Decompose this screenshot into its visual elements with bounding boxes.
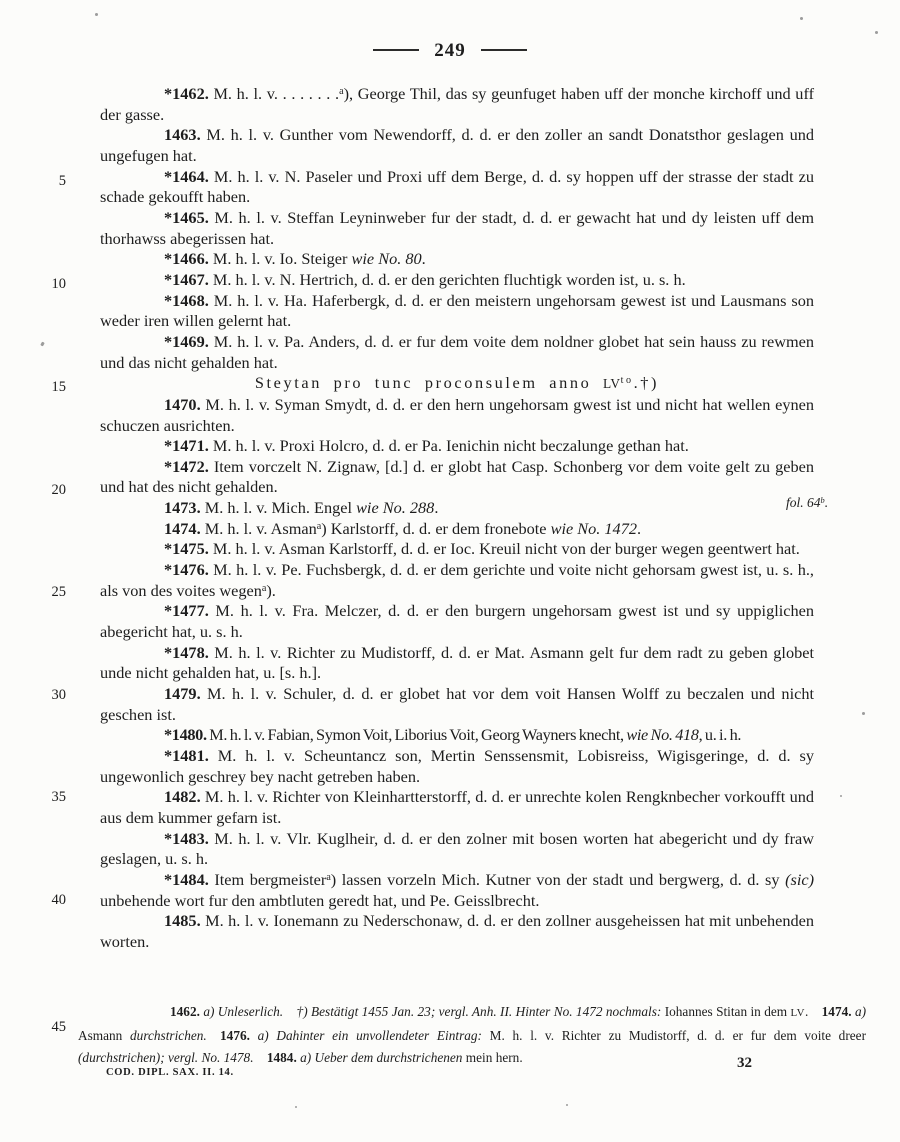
- line-number-30: 30: [51, 687, 66, 703]
- scan-speck: [40, 342, 45, 347]
- text-segment: 1474.: [821, 1004, 852, 1020]
- text-segment: a) Dahinter ein unvollendeter Eintrag:: [257, 1027, 482, 1043]
- entry-steytan: [100, 373, 814, 395]
- text-segment: ), George Thil, das sy geunfuget haben uff der monche kirchoff und uff der gasse.: [100, 84, 814, 124]
- line-number-15: 15: [51, 379, 66, 395]
- text-segment: M. h. l. v. Fra. Melczer, d. d. er den burgern ungehorsam gwest ist und sy uppiglichen abegericht hat, u. s. h.: [100, 601, 814, 642]
- text-segment: LV: [790, 1007, 806, 1020]
- text-segment: *1466.: [164, 249, 209, 269]
- entry-1479: [100, 684, 814, 725]
- text-segment: 1470.: [164, 394, 201, 414]
- text-segment: M. h. l. v. Richter zu Mudistorff, d. d. er Mat. Asmann gelt fur dem radt zu geben globet unde nicht gehalden hat, u. [s. h.].: [100, 642, 814, 683]
- scan-speck: [840, 795, 842, 797]
- text-segment: M. h. l. v. Steffan Leyninweber fur der stadt, d. d. er gewacht hat und dy leisten uff dem thorhawss abegerissen hat.: [100, 207, 814, 248]
- text-segment: M. h. l. v. Vlr. Kuglheir, d. d. er den zolner mit bosen worten hat abegericht und dy fraw geslagen, u. s. h.: [100, 828, 814, 869]
- text-segment: *1462.: [164, 84, 209, 103]
- text-segment: (durchstrichen); vergl. No. 1478.: [78, 1050, 254, 1066]
- text-segment: *1478.: [164, 642, 209, 662]
- text-segment: , u. i. h.: [698, 725, 742, 745]
- text-segment: Asmann: [78, 1027, 131, 1043]
- entry-1462: [100, 84, 814, 125]
- entry-1484: [100, 870, 814, 911]
- text-segment: durchstrichen.: [130, 1027, 207, 1043]
- text-segment: M. h. l. v. Fabian, Symon Voit, Liborius Voit, Georg Wayners knecht,: [206, 725, 627, 745]
- text-segment: 1482.: [164, 787, 201, 807]
- text-segment: M. h. l. v. Ionemann zu Nederschonaw, d. d. er den zollner ausgeheissen hat mit unbehenden worten.: [100, 911, 814, 951]
- entry-1470: [100, 395, 814, 436]
- text-segment: *1480.: [164, 725, 207, 745]
- entry-1476: [100, 560, 814, 601]
- text-segment: wie No. 1472: [550, 518, 637, 538]
- entry-1466: [100, 249, 814, 270]
- header-rule-right: [481, 49, 527, 51]
- text-segment: [254, 1050, 267, 1065]
- entry-1472: [100, 457, 814, 498]
- text-segment: *1477.: [164, 601, 209, 621]
- text-segment: 1484.: [266, 1050, 297, 1066]
- text-segment: a: [316, 520, 322, 532]
- series-signature: COD. DIPL. SAX. II. 14.: [106, 1067, 234, 1078]
- scan-speck: [875, 31, 878, 34]
- text-segment: M. h. l. v. Asman: [200, 518, 317, 538]
- line-number-10: 10: [51, 276, 66, 292]
- text-segment: a: [339, 85, 344, 97]
- text-segment: 1474.: [164, 518, 201, 538]
- entry-1482: [100, 787, 814, 828]
- folio-text: fol. 64: [786, 495, 821, 510]
- text-segment: †) Bestätigt 1455 Jan. 23; vergl. Anh. II. Hinter No. 1472 nochmals:: [296, 1004, 662, 1020]
- text-segment: a) Unleserlich.: [203, 1004, 284, 1020]
- text-segment: .: [805, 1004, 822, 1020]
- text-segment: ).: [266, 580, 276, 600]
- text-segment: M. h. l. v. Syman Smydt, d. d. er den hern ungehorsam gwest ist und nicht hat wellen eynen schuczen ausrichten.: [100, 394, 814, 435]
- text-segment: M. h. l. v. Schuler, d. d. er globet hat vor dem voit Hansen Wolff zu beczalen und nicht geschen ist.: [100, 684, 814, 724]
- entry-1468: [100, 291, 814, 332]
- text-segment: *1469.: [164, 331, 209, 351]
- text-segment: a) Ueber dem durchstrichenen: [300, 1050, 463, 1066]
- entries: [100, 84, 814, 953]
- text-segment: M. h. l. v. Io. Steiger: [208, 249, 352, 269]
- text-segment: [250, 1028, 258, 1043]
- entry-1473: [100, 498, 814, 519]
- text-segment: M. h. l. v. Mich. Engel: [200, 498, 357, 518]
- text-segment: M. h. l. v. N. Paseler und Proxi uff dem Berge, d. d. sy hoppen uff der strasse der stadt zu schade gekoufft haben.: [100, 166, 814, 207]
- entry-1485: [100, 911, 814, 952]
- text-segment: M. h. l. v. Pa. Anders, d. d. er fur dem voite dem noldner globet hat sein hauss zu rewmen und das nicht gehalden hat.: [100, 331, 814, 372]
- entry-1481: [100, 746, 814, 787]
- line-number-5: 5: [58, 173, 66, 189]
- text-segment: *1475.: [164, 539, 209, 559]
- text-segment: 1473.: [164, 498, 201, 518]
- sheet-number: 32: [737, 1055, 752, 1071]
- text-segment: *1483.: [164, 828, 209, 848]
- line-number-45: 45: [51, 1019, 66, 1035]
- entry-1475: [100, 539, 814, 560]
- entry-1469: [100, 332, 814, 373]
- line-number-40: 40: [51, 892, 66, 908]
- text-segment: 1485.: [164, 911, 201, 931]
- text-segment: *1464.: [164, 166, 209, 186]
- folio-note: [786, 495, 828, 511]
- entry-1474: [100, 519, 814, 540]
- entry-1464: [100, 167, 814, 208]
- entry-1478: [100, 643, 814, 684]
- text-segment: .: [636, 518, 642, 538]
- text-segment: a: [261, 582, 267, 594]
- text-segment: ) lassen vorzeln Mich. Kutner von der stadt und bergwerg, d. d. sy: [330, 869, 786, 889]
- entry-1480: [100, 725, 814, 746]
- text-segment: .†): [633, 373, 660, 393]
- text-segment: *1471.: [164, 436, 209, 456]
- scan-speck: [566, 1104, 568, 1106]
- text-segment: M. h. l. v. Gunther vom Newendorff, d. d. er den zoller an sandt Donatsthor geslagen und ungefugen hat.: [100, 125, 814, 165]
- text-segment: M. h. l. v. N. Hertrich, d. d. er den gerichten fluchtigk worden ist, u. s. h.: [208, 269, 686, 289]
- text-segment: ) Karlstorff, d. d. er dem fronebote: [321, 518, 551, 538]
- text-segment: Steytan pro tunc proconsulem anno: [254, 373, 603, 393]
- scan-speck: [862, 712, 865, 715]
- text-segment: to: [620, 375, 634, 387]
- text-segment: wie No. 80: [351, 249, 422, 269]
- text-segment: 1462.: [170, 1004, 200, 1020]
- text-segment: *1465.: [164, 207, 209, 227]
- page-number: 249: [434, 40, 466, 61]
- scan-speck: [95, 13, 98, 16]
- text-segment: unbehende wort fur den ambtluten geredt hat, und Pe. Geisslbrecht.: [100, 890, 540, 910]
- text-segment: M. h. l. v. Asman Karlstorff, d. d. er Ioc. Kreuil nicht von der burger wegen geentwert hat.: [208, 539, 800, 559]
- text-segment: .: [421, 249, 426, 269]
- text-segment: M. h. l. v. Pe. Fuchsbergk, d. d. er dem gerichte und voite nicht gehorsam gwest ist, u. s. h., als von des voites wegen: [100, 560, 814, 600]
- scan-speck: [800, 17, 803, 20]
- text-segment: *1484.: [164, 869, 209, 889]
- line-number-20: 20: [51, 482, 66, 498]
- text-segment: (sic): [785, 869, 814, 889]
- entry-1463: [100, 125, 814, 166]
- text-segment: 1463.: [164, 125, 201, 145]
- page-header: [0, 40, 900, 62]
- text-segment: *1481.: [164, 746, 209, 765]
- text-segment: [283, 1004, 296, 1019]
- text-segment: *1476.: [164, 560, 209, 580]
- text-segment: M. h. l. v. Scheuntancz son, Mertin Senssensmit, Lobisreiss, Wigisgeringe, d. d. sy ungewonlich geschrey bey nacht getreben haben.: [100, 746, 814, 786]
- text-segment: a): [854, 1004, 867, 1020]
- entry-1483: [100, 829, 814, 870]
- folio-period: .: [824, 495, 829, 510]
- text-segment: LV: [602, 376, 621, 392]
- folio-superscript: b: [820, 495, 825, 505]
- text-segment: wie No. 288: [356, 498, 435, 518]
- text-segment: a: [326, 871, 331, 883]
- text-segment: Item vorczelt N. Zignaw, [d.] d. er globt hat Casp. Schonberg vor dem voite gelt zu geben und hat des nicht gehalden.: [100, 456, 814, 497]
- header-rule-left: [373, 49, 419, 51]
- text-segment: mein hern.: [462, 1050, 523, 1066]
- text-segment: M. h. l. v. Proxi Holcro, d. d. er Pa. Ienichin nicht beczalunge gethan hat.: [208, 436, 689, 456]
- text-segment: .: [434, 498, 439, 518]
- text-segment: wie No. 418: [626, 725, 699, 745]
- text-segment: [207, 1028, 220, 1043]
- entry-1465: [100, 208, 814, 249]
- text-segment: Iohannes Stitan in dem: [661, 1004, 791, 1020]
- text-segment: *1467.: [164, 269, 209, 289]
- scan-speck: [295, 1106, 297, 1108]
- text-segment: *1468.: [164, 290, 209, 310]
- entry-1471: [100, 436, 814, 457]
- text-segment: *1472.: [164, 456, 209, 476]
- line-number-25: 25: [51, 584, 66, 600]
- text-segment: 1479.: [164, 684, 201, 704]
- text-segment: M. h. l. v. Ha. Haferbergk, d. d. er den meistern ungehorsam gewest ist und Lausmans son weder iren willen gelernt hat.: [100, 290, 814, 331]
- text-segment: M. h. l. v. Richter von Kleinhartterstorff, d. d. er unrechte kolen Rengknbecher vorkoufft und aus dem kummer gefarn ist.: [100, 787, 814, 827]
- line-number-35: 35: [51, 789, 66, 805]
- text-segment: 1476.: [220, 1027, 250, 1043]
- entry-1477: [100, 601, 814, 642]
- entry-1467: [100, 270, 814, 291]
- text-segment: Item bergmeister: [208, 869, 327, 889]
- text-segment: M. h. l. v. . . . . . . .: [208, 84, 340, 103]
- text-segment: M. h. l. v. Richter zu Mudistorff, d. d. er fur dem voite dreer: [481, 1027, 866, 1043]
